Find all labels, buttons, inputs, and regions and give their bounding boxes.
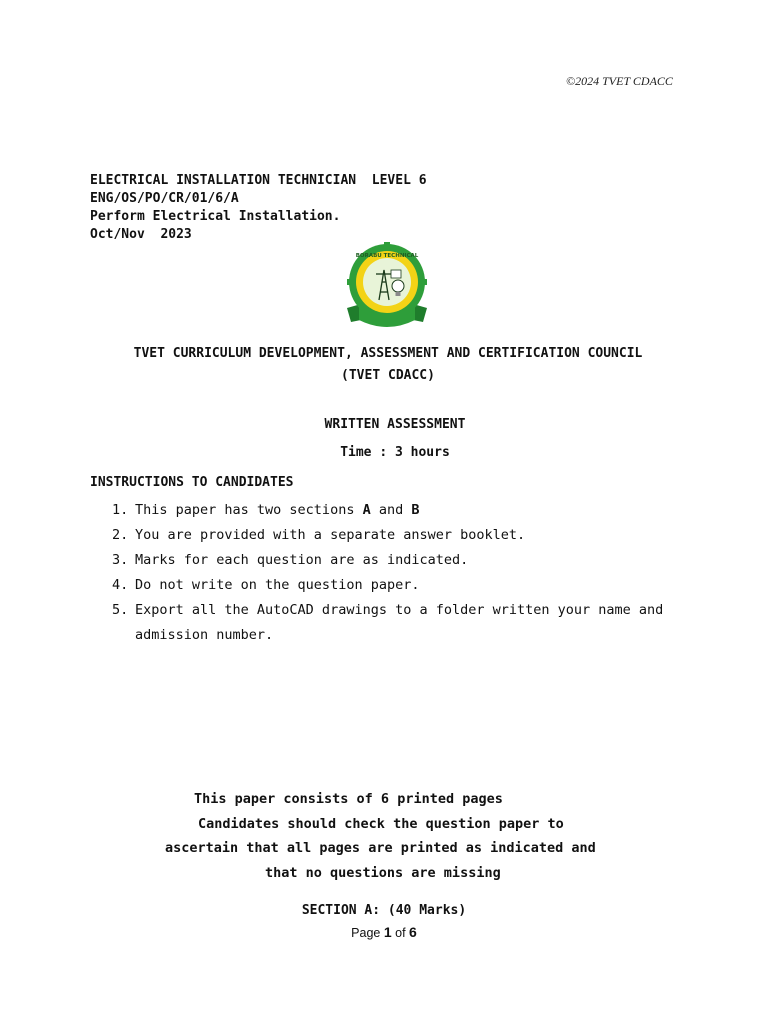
check-note-line2: ascertain that all pages are printed as indicated and — [165, 840, 596, 857]
institution-seal-logo — [341, 242, 433, 332]
exam-date: Oct/Nov 2023 — [90, 227, 192, 242]
section-a-label: A — [362, 502, 371, 518]
check-note-line1: Candidates should check the question paper to — [198, 815, 564, 832]
page-label: Page — [351, 926, 381, 940]
section-b-label: B — [411, 502, 420, 518]
instruction-item — [112, 573, 692, 598]
page-total: 6 — [409, 924, 417, 940]
time-allowed: Time : 3 hours — [340, 445, 450, 460]
item-text: Do not write on the question paper. — [135, 577, 420, 593]
instruction-item — [112, 598, 692, 648]
item-number: 3. — [112, 552, 129, 568]
item-number: 5. — [112, 602, 129, 618]
paper-notes — [0, 787, 768, 885]
copyright-notice: ©2024 TVET CDACC — [566, 74, 673, 88]
unit-code: ENG/OS/PO/CR/01/6/A — [90, 191, 239, 206]
instruction-item — [112, 523, 692, 548]
course-title: ELECTRICAL INSTALLATION TECHNICIAN LEVEL 6 — [90, 173, 427, 188]
pages-note: This paper consists of 6 printed pages — [194, 791, 503, 807]
item-number: 2. — [112, 527, 129, 543]
instructions-list — [112, 498, 692, 648]
instruction-item — [112, 548, 692, 573]
page-of: of — [395, 926, 406, 940]
check-note-line3: that no questions are missing — [265, 864, 501, 881]
item-text-conj: and — [370, 502, 412, 518]
page-number — [0, 924, 768, 940]
unit-title: Perform Electrical Installation. — [90, 209, 341, 224]
instruction-item — [112, 498, 692, 523]
paper-header — [90, 172, 427, 244]
item-text: Export all the AutoCAD drawings to a folder written your name and admission number. — [135, 602, 664, 643]
assessment-title: WRITTEN ASSESSMENT — [324, 417, 466, 432]
council-heading — [0, 343, 768, 387]
item-number: 4. — [112, 577, 129, 593]
instructions-title: INSTRUCTIONS TO CANDIDATES — [90, 475, 294, 490]
section-a-heading: SECTION A: (40 Marks) — [301, 903, 467, 918]
council-abbr: (TVET CDACC) — [341, 368, 435, 383]
item-text: Marks for each question are as indicated. — [135, 552, 469, 568]
item-number: 1. — [112, 502, 129, 518]
seal-graphic — [341, 242, 433, 332]
seal-ring-text: BORABU TECHNICAL — [355, 253, 419, 259]
page-current: 1 — [383, 924, 392, 940]
council-name: TVET CURRICULUM DEVELOPMENT, ASSESSMENT AND CERTIFICATION COUNCIL — [133, 346, 643, 361]
item-text: You are provided with a separate answer booklet. — [135, 527, 526, 543]
item-text: This paper has two sections — [135, 502, 363, 518]
